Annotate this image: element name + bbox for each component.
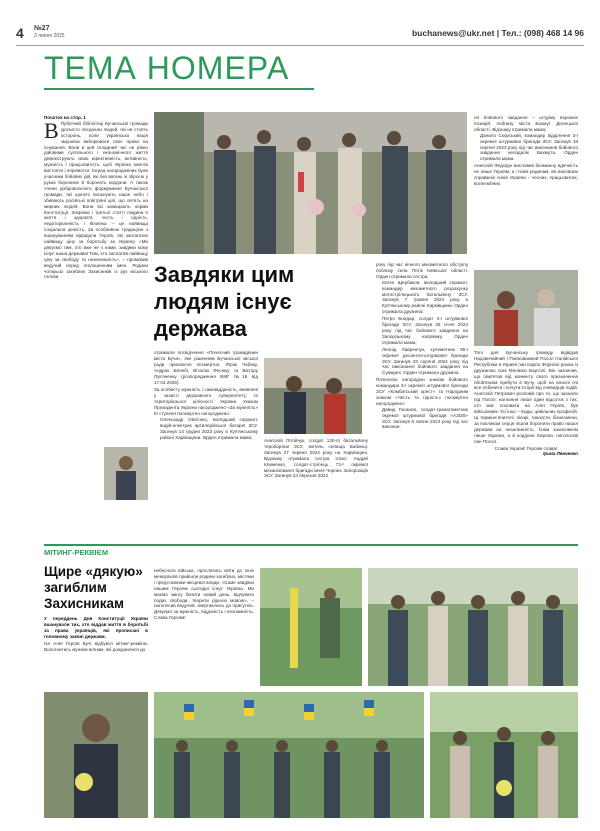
memorial-photo-4 — [154, 692, 424, 818]
article2-text-b: небесного війська, прослатись квіти до їхніх меморіалів прийшли родини загиблих, містяни і представники місцевої влади. «Саме завдяки нашим Героям сьогодні існує Україна. Ми маємо змогу бачити новий день, відчувати подих свободи, творити рідною мовою», – наголосив ведучий, звертаючись до присутніх. Дякуємо за мужність, відданість і незламність. Слава Героям! — [154, 568, 254, 621]
kicker: Початок на стор. 1 — [44, 115, 86, 120]
header-contact: buchanews@ukr.net | Тел.: (098) 468 14 96 — [411, 28, 584, 38]
article1-col5 — [474, 115, 578, 280]
ambassador-photo — [474, 270, 578, 346]
section-tag: МІТИНГ-РЕКВІЄМ — [44, 548, 109, 557]
article1-col1 — [44, 115, 148, 470]
mid-text-b: За особисту мужність і самовідданість, виявлені у захисті державного суверенітету та територіальної цілісності України Указом Президента України нагороджено «За мужність» III ступеня посмертно нагороджено: — [154, 387, 258, 417]
article2-lead: У переддень Дня Конституції України вшанували тих, хто віддав життя в боротьбі за права українців, які прописані в головному законі держави. — [44, 616, 148, 639]
article2-headline: Щире «дякую» загиблим Захисникам — [44, 564, 143, 611]
col5-text: ня бойового завдання – штурму ворожих позицій, поблизу міста Бахмут Донецької області. Відзнаку отримала мама; — [474, 115, 578, 132]
section2-rule — [44, 544, 578, 546]
mid-text-c: Анатолій Потійчук, солдат 130-го батальйону тероборони ЗСУ, житель селища Бабинці. Загинув 27 червня 2022 року на Харківщині. Відзнаку отримала сестра іспис; Андрій Клименко, солдат-стрілець 72-ї окремої механізованої бригади імені Чорних Запорожців ЗСУ. Загинув 24 березня 2022 — [264, 438, 368, 479]
col4-text-b: Почесною нагородою знаком бойового командира 3-ї окремої штурмової бригади ЗСУ «Комбатський хрест» та Народним знаком «Честь та гідність» посмертно нагороджено: — [376, 377, 468, 406]
mid-bullet: • Олександр Овсієнко, молодший сержант, водій-електрик артилерійської батареї ЗСУ. Загинув 14 грудня 2023 року в Куп'янському районі Харківщини. Орден отримала мама; — [160, 417, 258, 441]
article1-col2 — [154, 350, 258, 500]
memorial-photo-1 — [260, 568, 362, 686]
title-rule — [44, 88, 314, 90]
col4-bullet: • Леонід Лавренчук, кулеметник 95-ї окремої десантно-штурмової бригади ЗСУ. Загинув 20 серпня 2024 року під час виконання бойового завдання на Сумщині. Орден отримала дружина. — [382, 347, 468, 377]
section-title: ТЕМА НОМЕРА — [44, 50, 290, 86]
speaker-photo — [104, 447, 148, 500]
ceremony-photo — [154, 112, 467, 254]
col4-bullet-b: • Давид Гасанов, солдат-гранатометник окремої штурмової бригади «АЗОВ» ЗСУ. Загинув 6 липня 2023 року під час виконан- — [382, 407, 468, 431]
col4-text: року під час нічного мінометного обстрілу поблизу села Потік Київської області. Орден отримала сестра. — [376, 262, 468, 279]
article1-col4 — [376, 262, 468, 500]
article2-text-a: На Алеї Героїв Бучі відбувся мітинг-реквієм. Вологнитись мужнім воїнам, які дожднилися до — [44, 640, 148, 652]
article1-col1-text: Публічній бібліотеці Бучанської громади урочисто поєднали людей, які не стоять осторонь, коли українська нація змушена виборювати своє право на існування. Вони в цей складний час не рівно дійовими суспільного і економічного життя демонструють свою ефективність, активність, мужність і працьовитість, щоб Україна змогла вистояти і перемогти. Серед нагороджених були учасники бойових дій, які без вагань зі зброєю у руках боронили й боронять кордони. А також члени добровольчого формування Бучанської громади, які щоночі пильнують наше небо і збивають російські повітряні цілі, що летять на мирних людей. Вони всі захищають норми Конституції. Зокрема і третьої статті людина її життя і здоров'я, честь і гідність, недоторканність і безпека – це найвища соціальна цінність. За особливою традицією з вшануванням відвідали Героїв, які заплатили найвищу ціну за боротьбу за Україну. «Ми дякуємо тим, хто вже не з нами, завдяки кому існує наша держава! Тим, хто заплатив найвищу ціну за свободу та незалежність», – промовив ведучий перед оголошенням імен. Родини чотирьох загиблих Захисників із рук міського голови — [44, 120, 148, 280]
col5-bullet: • Данило Скорський, командир відділення 3-ї окремої штурмової бригади ЗСУ. Загинув 19 серпня 2023 року під час виконання бойового завдання неподалік Бахмута. Орден отримала мама. — [480, 133, 578, 163]
col4-bullet: • Петро Бондар, солдат 3-ї штурмової бригади ЗСУ. Загинув 25 січня 2024 року під час бойового завдання на Запорізькому напрямку. Орден отримала мама; — [382, 316, 468, 346]
page-number: 4 — [16, 25, 24, 41]
mayor-photo — [264, 358, 362, 434]
article2-col1 — [44, 616, 148, 690]
col5-end: Слава Україні! Героям слава! — [494, 445, 558, 451]
col4-bullet: • Євген Щербаков, молодший сержант, командир мінометного розрахунку мотострілецького батальйону ЗСУ. Загинув 7 травня 2024 року в Куп'янському районі Харківщини. Орден отримала дружина; — [382, 280, 468, 315]
mid-text-a: отримали посвідчення «Почесний громадянин міста Буча», яке рішенням Бучанської міської ради присвоєно посмертно: Юрію Чабаку, Андрію Белебі, Віталію Фесюку та Віктору Лук'яненку (розпорядження БМГ №16 від 17.04.2025). — [154, 350, 258, 385]
memorial-photo-3 — [44, 692, 148, 818]
col5-text-b: Анатолій Федорук висловив безмежну вдячність не лише Героям, а і їхнім родинам, які виховали справжніх синів України – чесних, працьовитих, волелюбних. — [474, 163, 578, 186]
col5-text-c: Того дня Бучанську громаду відвідав Надзвичайний і Повноважний Посол Італійської Республіки в Україні пан Карло Форнізіо разом із дружиною пані Монікою Бартолі. Він зазначив, що пам'ятав від моменту свого призначення обов'язком прибути в Бучу, щоб на власні очі все побачити і почути історії від очевидців подій. Анатолій Петрович розповів про те, що зазнали під Посол: нагнання лише один відсоток з тих, хто має поховати на Алеї Героїв, був військовим. Усі інші – люди, цивільних професій. Ці терміни вчителі, лікарі, таксисти, бізнесмени, за покликом серця пішли боронити право нашої держави на незалежність. Їхнім захисником лише Україна, а й кордони Європи, наголосив пан Посол. — [474, 350, 578, 444]
issue-number: №27 — [34, 25, 50, 32]
issue-date: 3 липня 2025 — [34, 33, 65, 39]
dropcap: В — [44, 117, 59, 143]
article1-headline: Завдяки цим людям існує держава — [154, 262, 295, 341]
memorial-photo-5 — [430, 692, 578, 818]
author: Ірина Левченко — [543, 451, 578, 457]
article1-col5-bottom — [474, 350, 578, 500]
article1-col3 — [264, 438, 368, 500]
header-rule — [16, 45, 584, 46]
article2-col2 — [154, 568, 254, 690]
memorial-photo-2 — [368, 568, 578, 686]
